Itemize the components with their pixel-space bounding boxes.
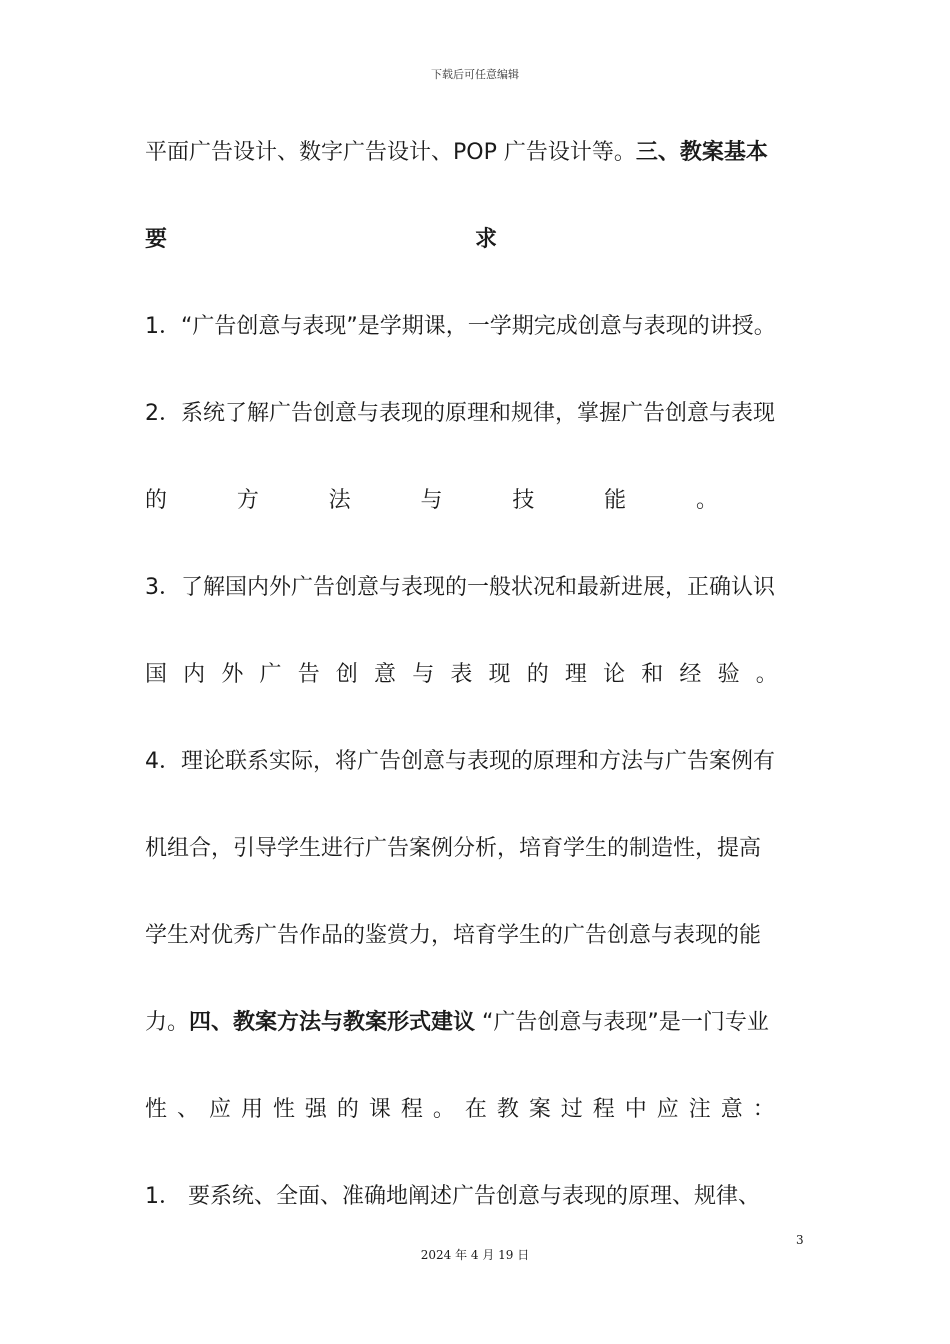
- spread-char: 用: [240, 1097, 263, 1122]
- spread-char: 课: [368, 1097, 391, 1122]
- page-footer-date: 2024 年 4 月 19 日: [420, 1248, 530, 1262]
- text-line-5: [145, 486, 718, 516]
- spread-char: 应: [208, 1097, 231, 1122]
- line-1-text: 平面广告设计、数字广告设计、POP 广告设计等。: [145, 140, 636, 165]
- spread-char: 案: [528, 1097, 551, 1122]
- spread-char: 方: [236, 488, 259, 513]
- text-line-10: 学生对优秀广告作品的鉴赏力，培育学生的广告创意与表现的能: [145, 923, 762, 948]
- spread-char: 的: [145, 488, 168, 513]
- text-line-1: [145, 138, 807, 168]
- heading-section-4: 四、教案方法与教案形式建议: [189, 1010, 476, 1035]
- spread-line-7: [145, 660, 778, 690]
- text-line-13: 1． 要系统、全面、准确地阐述广告创意与表现的原理、规律、: [145, 1184, 760, 1209]
- spread-char: 经: [679, 662, 702, 687]
- spread-char: 和: [641, 662, 664, 687]
- spread-char: 注: [688, 1097, 711, 1122]
- text-line-7: [145, 660, 778, 690]
- line-11-text-cont: “广告创意与表现”是一门专业: [475, 1010, 769, 1035]
- text-line-9: 机组合，引导学生进行广告案例分析，培育学生的制造性，提高: [145, 836, 762, 861]
- page-header: 下载后可任意编辑: [431, 68, 519, 81]
- spread-char: 过: [560, 1097, 583, 1122]
- spread-char: 验: [717, 662, 740, 687]
- spread-char: 法: [328, 488, 351, 513]
- spread-char: ：: [752, 1097, 775, 1122]
- spread-char: 的: [336, 1097, 359, 1122]
- spread-line-5: [145, 486, 718, 516]
- text-line-6: 3．了解国内外广告创意与表现的一般状况和最新进展，正确认识: [145, 575, 775, 600]
- heading-section-3: 三、教案基本: [635, 140, 768, 165]
- spread-char: 内: [183, 662, 206, 687]
- spread-char: 强: [304, 1097, 327, 1122]
- heading-section-3-char-2: 求: [474, 227, 497, 252]
- spread-char: 告: [297, 662, 320, 687]
- spread-char: 性: [145, 1097, 168, 1122]
- spread-char: 。: [755, 662, 778, 687]
- spread-char: 国: [145, 662, 168, 687]
- spread-char: 。: [432, 1097, 455, 1122]
- spread-char: 理: [564, 662, 587, 687]
- spread-char: 。: [695, 488, 718, 513]
- spread-char: 在: [464, 1097, 487, 1122]
- text-line-4: 2．系统了解广告创意与表现的原理和规律，掌握广告创意与表现: [145, 401, 775, 426]
- text-line-12: [145, 1095, 775, 1125]
- spread-char: 创: [335, 662, 358, 687]
- spread-char: 的: [526, 662, 549, 687]
- spread-char: 与: [412, 662, 435, 687]
- spread-line-12: [145, 1095, 775, 1125]
- spread-char: 外: [221, 662, 244, 687]
- spread-char: 教: [496, 1097, 519, 1122]
- spread-char: 中: [624, 1097, 647, 1122]
- spread-char: 应: [656, 1097, 679, 1122]
- spread-char: 意: [720, 1097, 743, 1122]
- spread-char: 论: [603, 662, 626, 687]
- text-line-8: 4．理论联系实际，将广告创意与表现的原理和方法与广告案例有: [145, 749, 775, 774]
- spread-char: 表: [450, 662, 473, 687]
- spread-char: 现: [488, 662, 511, 687]
- spread-char: 技: [512, 488, 535, 513]
- line-11-text: 力。: [145, 1010, 190, 1035]
- heading-section-3-char-1: 要: [145, 227, 168, 252]
- spread-char: 、: [176, 1097, 199, 1122]
- spread-line-2: [145, 225, 497, 255]
- spread-char: 与: [420, 488, 443, 513]
- text-line-3: 1．“广告创意与表现”是学期课，一学期完成创意与表现的讲授。: [145, 314, 776, 339]
- spread-char: 意: [374, 662, 397, 687]
- text-line-2: [145, 225, 497, 255]
- text-line-11: [145, 1008, 807, 1038]
- spread-char: 能: [604, 488, 627, 513]
- spread-char: 程: [400, 1097, 423, 1122]
- spread-char: 广: [259, 662, 282, 687]
- spread-char: 程: [592, 1097, 615, 1122]
- page-number: 3: [796, 1233, 804, 1247]
- spread-char: 性: [272, 1097, 295, 1122]
